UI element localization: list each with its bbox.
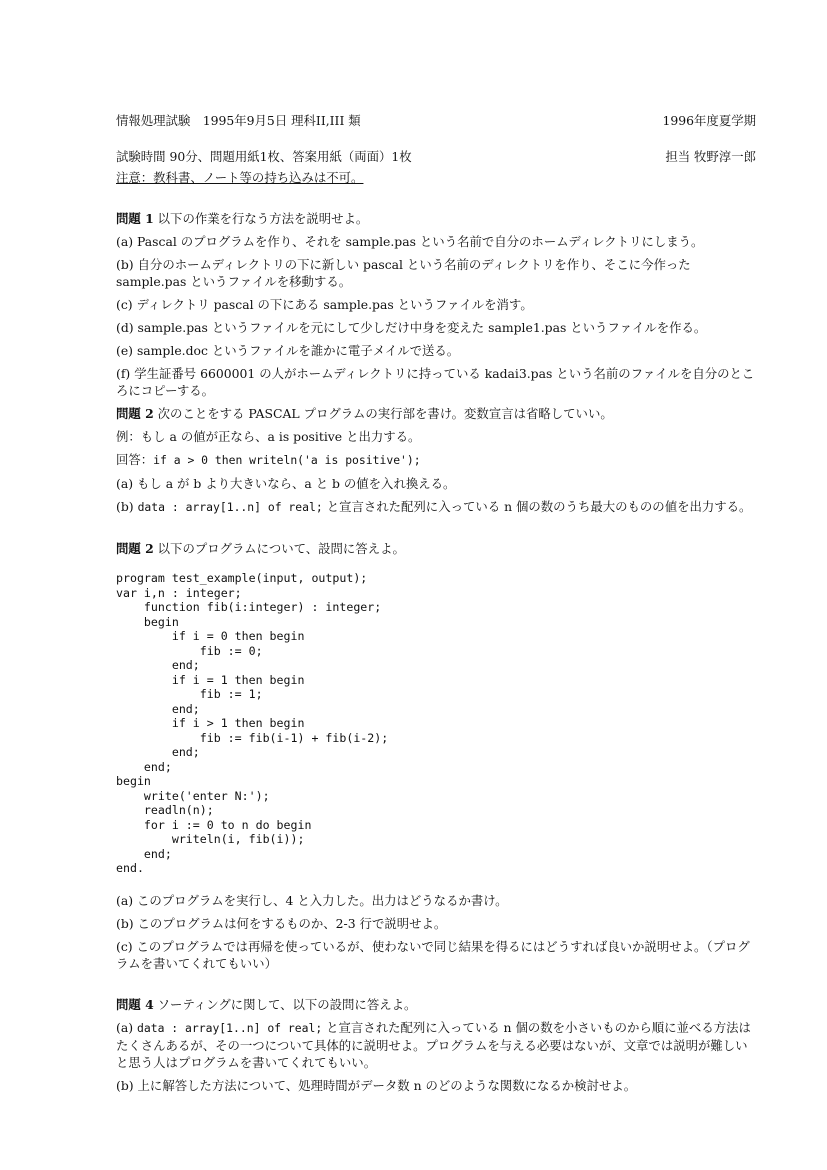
- question-2-item-a: (a) もし a が b より大きいなら、a と b の値を入れ換える。: [116, 476, 456, 491]
- question-1-item-b: (b) 自分のホームディレクトリの下に新しい pascal という名前のディレクトリを作り、そこに今作った sample.pas というファイルを移動する。: [116, 257, 691, 289]
- question-2: [116, 405, 756, 516]
- question-3-title: 問題 2: [116, 541, 154, 556]
- exam-title: 情報処理試験 1995年9月5日 理科II,III 類: [116, 113, 361, 128]
- exam-page: [116, 112, 756, 1094]
- question-1-heading: [116, 210, 756, 227]
- exam-info: 試験時間 90分、問題用紙1枚、答案用紙（両面）1枚: [116, 149, 412, 164]
- question-2-item-b-code: data : array[1..n] of real;: [137, 500, 323, 514]
- term-label: 1996年度夏学期: [662, 113, 756, 128]
- question-2-answer-code: if a > 0 then writeln('a is positive');: [153, 453, 421, 467]
- exam-info-row: [116, 148, 756, 165]
- question-3: [116, 540, 756, 972]
- question-3-item-c: (c) このプログラムでは再帰を使っているが、使わないで同じ結果を得るにはどうすれば良いか説明せよ。（プログラムを書いてくれてもいい）: [116, 938, 750, 971]
- question-1-item-f: (f) 学生証番号 6600001 の人がホームディレクトリに持っている kadai3.pas という名前のファイルを自分のところにコピーする。: [116, 366, 755, 398]
- question-2-title: 問題 2: [116, 406, 154, 421]
- question-1-item-e: (e) sample.doc というファイルを誰かに電子メイルで送る。: [116, 343, 460, 358]
- question-2-item-b-text: と宣言された配列に入っている n 個の数のうち最大のものの値を出力する。: [326, 499, 752, 514]
- notice-row: [116, 169, 756, 186]
- question-2-intro: 次のことをする PASCAL プログラムの実行部を書け。変数宣言は省略していい。: [157, 406, 613, 421]
- question-4-item-b: (b) 上に解答した方法について、処理時間がデータ数 n のどのような関数になるか検討せよ。: [116, 1077, 637, 1093]
- question-2-answer: [116, 451, 756, 469]
- question-2-answer-label: 回答：: [116, 452, 154, 467]
- question-3-intro: 以下のプログラムについて、設問に答えよ。: [157, 541, 405, 556]
- instructor: 担当 牧野淳一郎: [665, 149, 756, 164]
- question-2-example: 例：もし a の値が正なら、a is positive と出力する。: [116, 429, 421, 444]
- question-4-item-a: [116, 1019, 756, 1071]
- question-3-heading: [116, 540, 756, 557]
- question-2-heading: [116, 405, 756, 422]
- question-1: [116, 210, 756, 399]
- question-4: [116, 996, 756, 1094]
- program-listing: program test_example(input, output); var i,n : integer; function fib(i:integer) : integer; begin if i = 0 then begin fib := 0; end; if i = 1 then begin fib := 1; end; if i > 1 then begin fib := fib(i-1) + fib(i-2); end; end; begin write('enter N:'); readln(n); for i := 0 to n do begin writeln(i, fib(i)); end; end.: [116, 571, 389, 875]
- question-4-item-a-code: data : array[1..n] of real;: [137, 1020, 323, 1035]
- question-4-item-a-text: と宣言された配列に入っている n 個の数を小さいものから順に並べる方法はたくさんあるが、その一つについて具体的に説明せよ。プログラムを与える必要はないが、文章では説明が難しいと思う人はプログラムを書いてくれてもいい。: [116, 1019, 751, 1070]
- question-1-item-d: (d) sample.pas というファイルを元にして少しだけ中身を変えた sample1.pas というファイルを作る。: [116, 320, 707, 335]
- header-row: [116, 112, 756, 129]
- question-2-item-b: [116, 498, 756, 516]
- question-1-item-a: (a) Pascal のプログラムを作り、それを sample.pas という名前で自分のホームディレクトリにしまう。: [116, 234, 704, 249]
- question-3-item-a: (a) このプログラムを実行し、4 と入力した。出力はどうなるか書け。: [116, 892, 508, 908]
- question-4-heading: [116, 996, 756, 1013]
- question-1-title: 問題 1: [116, 211, 154, 226]
- question-3-item-b: (b) このプログラムは何をするものか、2-3 行で説明せよ。: [116, 915, 447, 931]
- question-1-intro: 以下の作業を行なう方法を説明せよ。: [157, 211, 369, 226]
- question-2-item-b-prefix: (b): [116, 499, 134, 514]
- question-4-title: 問題 4: [116, 996, 154, 1012]
- question-4-item-a-prefix: (a): [116, 1019, 134, 1035]
- notice: 注意：教科書、ノート等の持ち込みは不可。: [116, 170, 364, 185]
- question-1-item-c: (c) ディレクトリ pascal の下にある sample.pas というファイルを消す。: [116, 297, 533, 312]
- question-4-intro: ソーティングに関して、以下の設問に答えよ。: [157, 996, 417, 1012]
